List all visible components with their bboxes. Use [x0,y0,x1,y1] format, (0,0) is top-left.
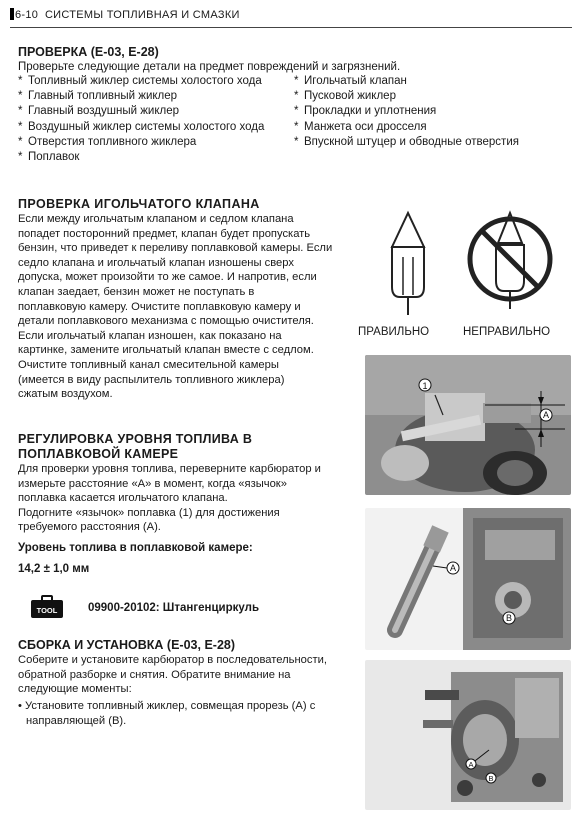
assembly-paragraph: Соберите и установите карбюратор в последовательности, обратной разборке и снятия. Обратите внимание на следующие моменты: [18,654,327,696]
inspection-intro: Проверьте следующие детали на предмет повреждений и загрязнений. [18,61,401,73]
inspection-heading: ПРОВЕРКА (Е-03, Е-28) [18,45,159,59]
callout-A: A [542,410,550,420]
list-item: * Поплавок [18,151,80,164]
list-item: * Главный топливный жиклер [18,90,178,103]
float-level-photo [365,355,571,495]
tool-reference: 09900-20102: Штангенциркуль [88,602,260,614]
fuel-level-spec-value: 14,2 ± 1,0 мм [18,563,90,575]
page-marker [10,8,14,20]
callout-B-assembly: B [488,774,494,783]
header-title: СИСТЕМЫ ТОПЛИВНАЯ И СМАЗКИ [44,9,240,21]
callout-B: B [505,613,513,623]
callout-1: 1 [422,381,428,391]
needle-incorrect-illustration [470,213,550,309]
jet-alignment-photo [365,508,571,650]
list-item: * Пусковой жиклер [294,90,396,103]
inspection-list-left [18,74,264,165]
header-rule [10,27,572,28]
list-item: * Прокладки и уплотнения [294,105,437,118]
caption-incorrect: НЕПРАВИЛЬНО [463,326,551,338]
inspection-list-right [294,74,519,150]
tool-icon-text: TOOL [36,606,58,615]
list-item: * Отверстия топливного жиклера [18,135,197,148]
page-number: 6-10 [15,9,39,21]
caption-correct: ПРАВИЛЬНО [358,326,430,338]
float-level-paragraph: Для проверки уровня топлива, переверните карбюратор и измерьте расстояние «А» в момент, когда «язычок» поплавка касается игольчатого клапана. Подогните «язычок» поплавка (1) для достижения требуемого расстояния (А). [18,463,321,534]
needle-heading: ПРОВЕРКА ИГОЛЬЧАТОГО КЛАПАНА [18,197,260,211]
callout-A-jet: A [449,563,457,573]
toolbox-icon [30,595,64,619]
list-item: * Топливный жиклер системы холостого хода [18,75,262,87]
page-header [10,8,240,21]
needle-paragraph: Если между игольчатым клапаном и седлом клапана попадет посторонний предмет, клапан будет пропускать бензин, что приведет к переливу поплавковой камеры. Если седло клапана и игольчатый клапан изношены сверх допуска, может произойти то же самое. И напротив, если клапан заедает, бензин может не поступать в поплавковую камеру. Очистите поплавковую камеру и детали поплавкового механизма с помощью очистителя. Если игольчатый клапан изношен, как показано на картинке, замените игольчатый клапан вместе с седлом. Очистите топливный канал смесительной камеры (имеется в виду распылитель топливного жиклера) сжатым воздухом. [18,213,333,401]
float-level-heading: РЕГУЛИРОВКА УРОВНЯ ТОПЛИВА В ПОПЛАВКОВОЙ КАМЕРЕ [18,432,253,461]
callout-A-assembly: A [468,760,474,769]
list-item: * Игольчатый клапан [294,75,407,87]
needle-correct-illustration [392,213,424,315]
carburetor-assembly-photo [365,660,571,810]
list-item: * Манжета оси дросселя [294,120,427,133]
list-item: * Главный воздушный жиклер [18,105,179,118]
needle-diagrams [370,205,570,315]
assembly-heading: СБОРКА И УСТАНОВКА (Е-03, Е-28) [18,638,236,652]
list-item: * Воздушный жиклер системы холостого хода [18,120,265,133]
list-item: * Впускной штуцер и обводные отверстия [294,135,519,148]
assembly-bullet: • Установите топливный жиклер, совмещая прорезь (А) с направляющей (В). [18,700,316,727]
fuel-level-spec-label: Уровень топлива в поплавковой камере: [18,542,253,554]
